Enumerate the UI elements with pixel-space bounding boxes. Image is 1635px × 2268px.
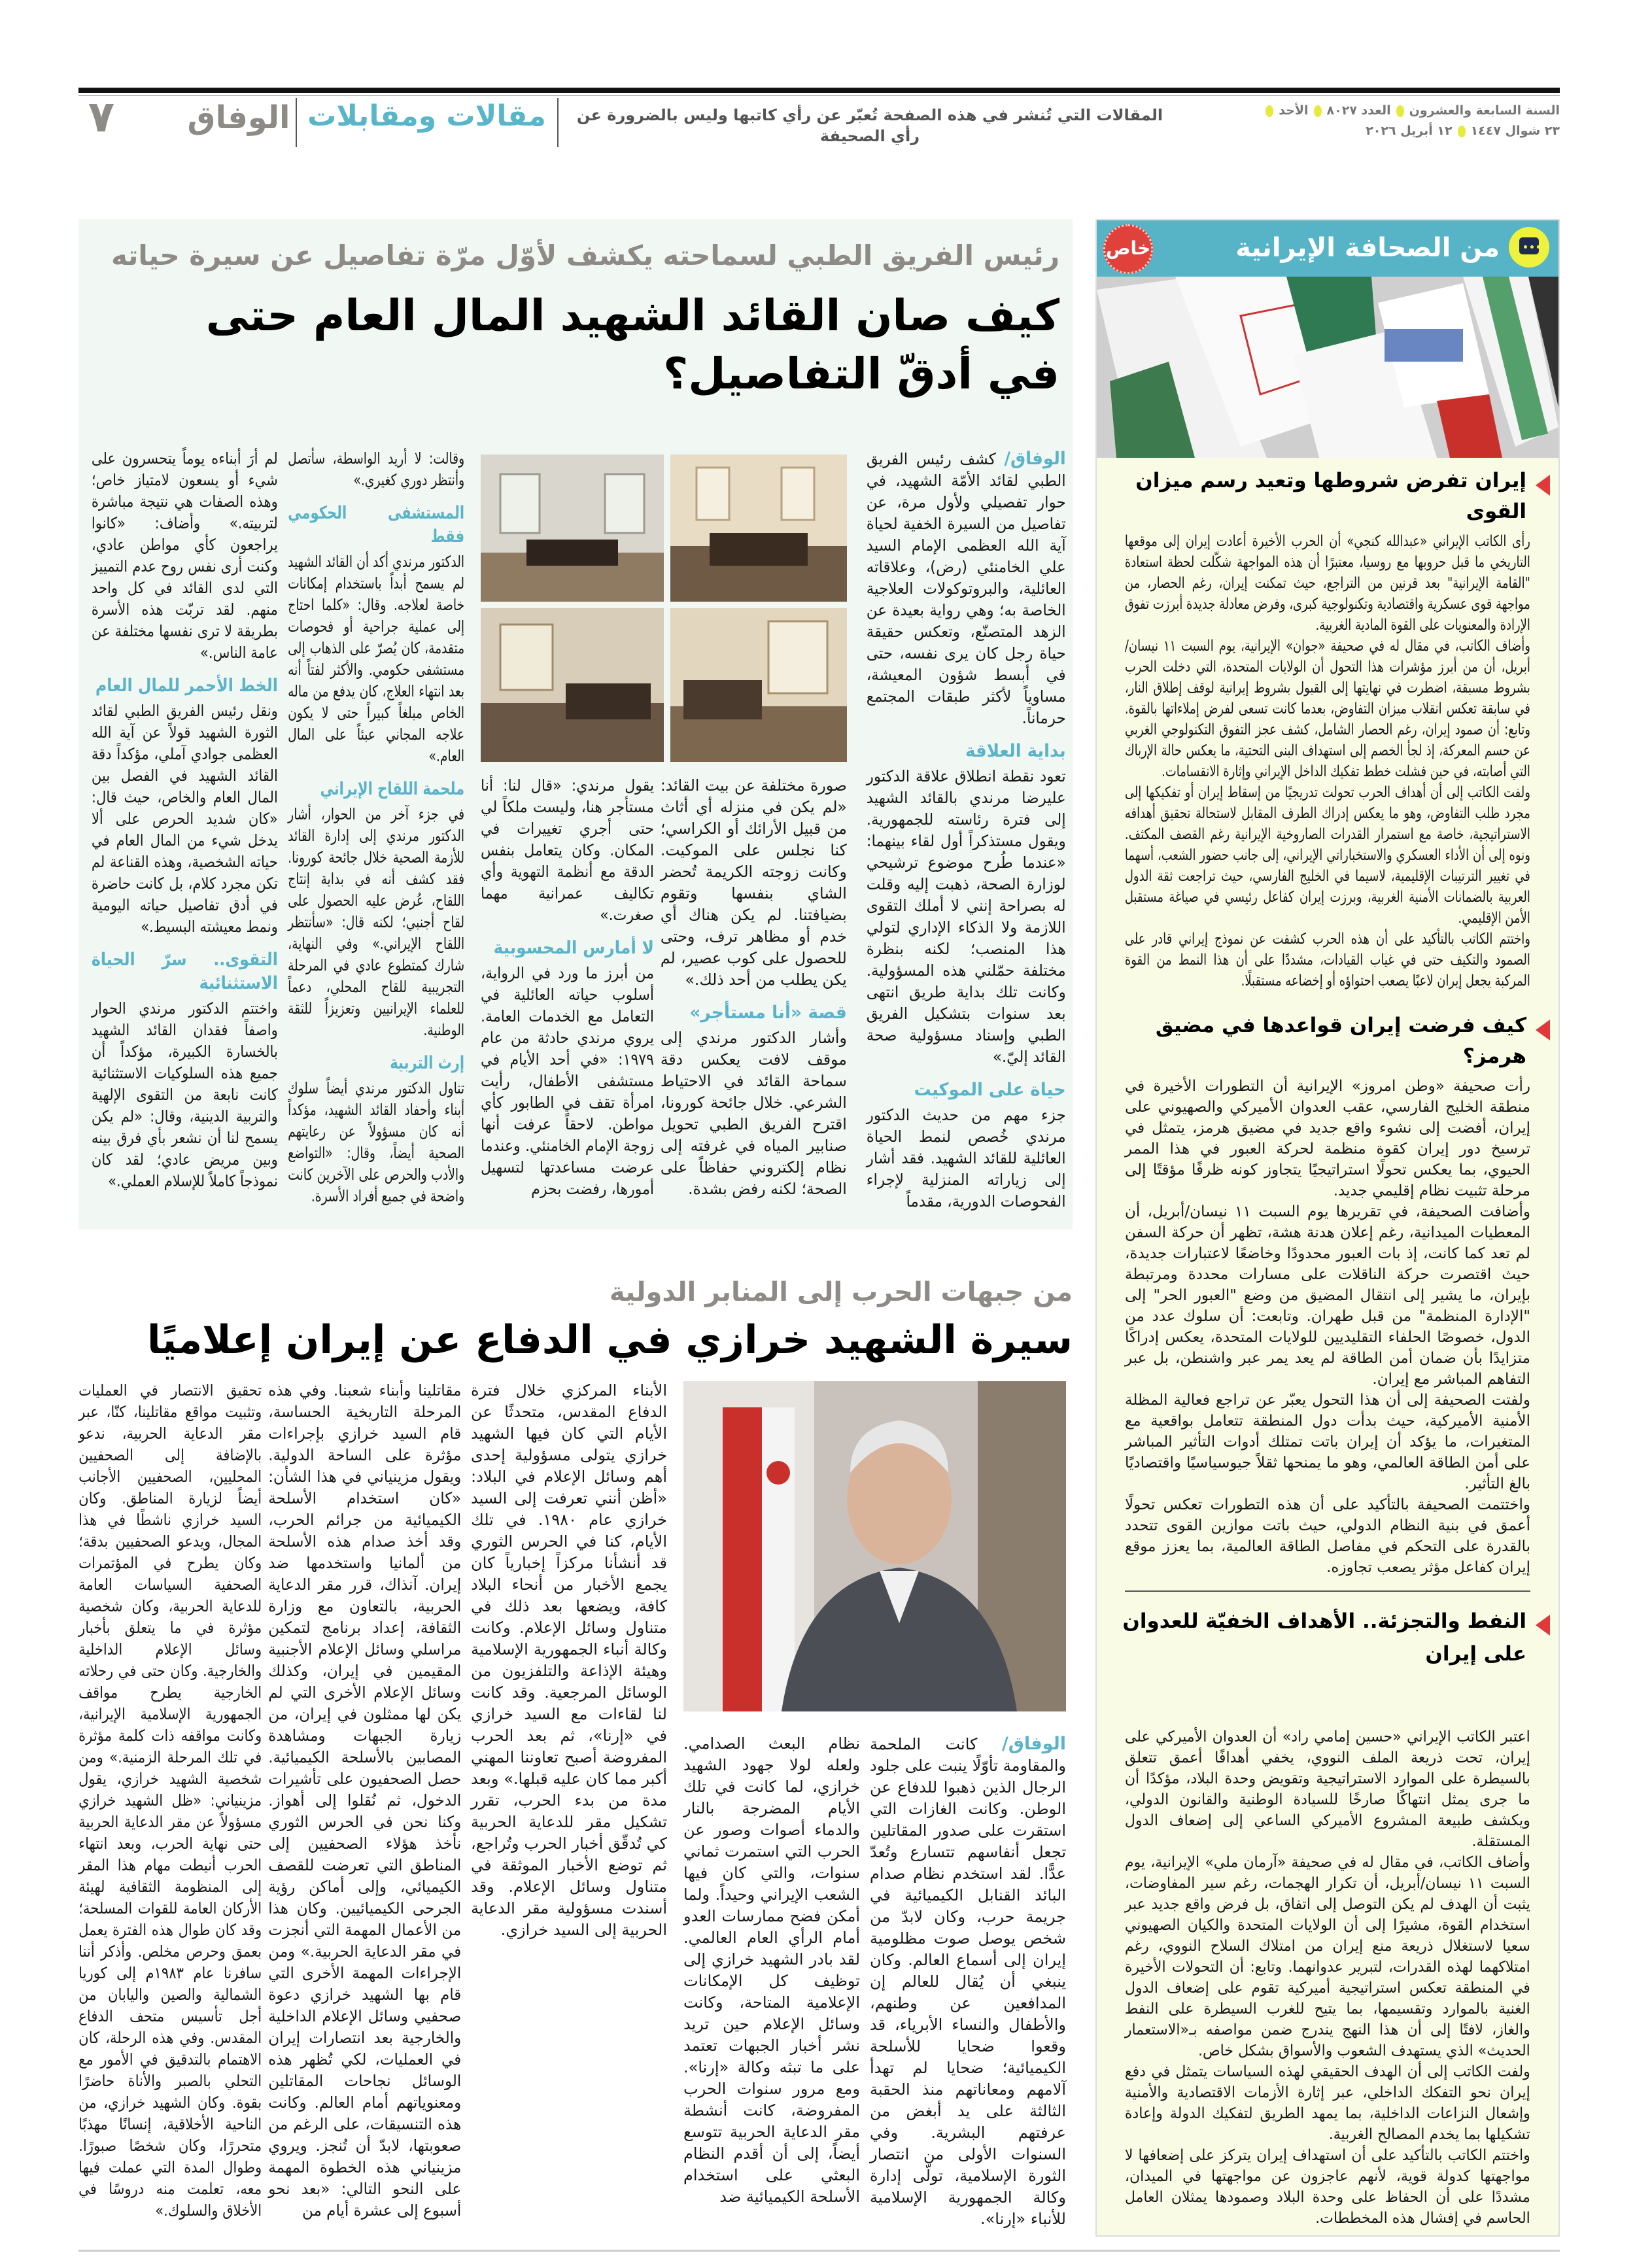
subheading <box>288 778 464 801</box>
story-headline-row <box>1112 1010 1550 1071</box>
source-label: الوفاق/ <box>1004 449 1066 469</box>
article-title-line: كيف صان القائد الشهيد المال العام حتى <box>205 290 1059 341</box>
paragraph: رأت صحيفة «وطن امروز» الإيرانية أن التطورات الأخيرة في منطقة الخليج الفارسي، عقب العدوان الأميركي والصهيوني على إيران، أفضت إلى نشوء واقع جديد في مضيق هرمز، يتمثل في ترسيخ دور إيران كقوة منظمة لحركة العبور في هذا الممر الحيوي، بما يعكس تحولًا استراتيجيًا يتجاوز كونه ظرفًا مؤقتًا إلى مرحلة تثبيت نظام إقليمي جديد. <box>1125 1078 1530 1199</box>
text: لا أمارس المحسوبية <box>493 938 654 958</box>
red-triangle-icon <box>1536 475 1550 496</box>
paragraph <box>288 804 464 1041</box>
issue-info <box>1194 102 1560 140</box>
subheading <box>867 740 1066 763</box>
paragraph <box>288 448 464 491</box>
paragraph <box>481 963 654 1200</box>
text: جزء مهم من حديث الدكتور مرندي خُصص لنمط الحياة العائلية للقائد الشهيد. فقد أشار إلى زياراته المنزلية لإجراء الفحوصات الدورية، مقدماً <box>867 1106 1066 1211</box>
text: وقالت: لا أريد الواسطة، سأتصل وأنتظر دوري كغيري.» <box>288 449 464 489</box>
column-text <box>471 1380 667 1944</box>
disclaimer: المقالات التي تُنشر في هذه الصفحة تُعبّر عن رأي كاتبها وليس بالضرورة عن رأي الصحيفة <box>576 106 1163 145</box>
red-triangle-icon <box>1536 1615 1550 1636</box>
text: من أبرز ما ورد في الرواية، أسلوب حياته العائلية في التعامل مع الخدمات العامة. يروي مرندي حادثة من عام ١٩٧٩: «في أحد الأيام في مستشفى الأطفال، رأيت امرأة تقف في الطابور كأي مواطن. لاحقاً عرفت أنها زوجة الإمام الخامنئي. وعندما عرضت مساعدتها لتسهيل أمورها، رفضت بحزم <box>481 964 654 1198</box>
text: الخط الأحمر للمال العام <box>95 676 278 696</box>
text: الأبناء المركزي خلال فترة الدفاع المقدس، متحدثًا عن الأيام التي كان فيها الشهيد خرازي يتولى مسؤولية إحدى أهم وسائل الإعلام في البلاد: «أظن أنني تعرفت إلى السيد خرازي عام ١٩٨٠. في تلك الأيام، كنا في الحرس الثوري قد أنشأنا مركزاً إخبارياً كان يجمع الأخبار من أنحاء البلاد كافة، ويضعها بعد ذلك في متناول وسائل الإعلام. وكانت وكالة أنباء الجمهورية الإسلامية وهيئة الإذاعة والتلفزيون من الوسائل المرجعية. وقد كانت لنا لقاءات مع السيد خرازي في «إرنا»، ثم بعد الحرب المفروضة أصبح تعاوننا المهني أكبر مما كان عليه قبلها.» وبعد مدة من بدء الحرب، تقرر تشكيل مقر للدعاية الحربية كي تُدقّق أخبار الحرب وتُراجع، ثم توضع الأخبار الموثقة في متناول وسائل الإعلام. وقد أسندت مسؤولية مقر الدعاية الحربية إلى السيد خرازي. <box>471 1381 667 1939</box>
paragraph: وأضافت الصحيفة، في تقريرها يوم السبت ١١ نيسان/أبريل، أن المعطيات الميدانية، رغم إعلان هدنة هشة، تظهر أن حركة السفن لم تعد كما كانت، إذ بات العبور محدودًا وخاضعًا لاعتبارات جديدة، حيث اقتصرت حركة الناقلات على مسارات محددة ومرتبطة بإيران، ما يشير إلى انتقال المضيق من وضع "العبور الحر" إلى "الإدارة المنظمة" من قبل طهران. وتابعت: أن سلوك عدد من الدول، خصوصًا الحلفاء التقليديين للولايات المتحدة، يعكس إدراكًا متزايدًا بأن ضمان أمن الطاقة لم يعد يمر عبر واشنطن، بل عبر التفاهم المباشر مع إيران. <box>1125 1203 1530 1388</box>
text: بداية العلاقة <box>965 741 1066 761</box>
text: لم أرَ أبناءه يوماً يتحسرون على شيء أو يسعون لامتياز خاص؛ وهذه الصفات هي نتيجة مباشرة لتربيته.» وأضاف: «كانوا يراجعون كأي مواطن عادي، وكنت أرى نفس روح عدم التمييز التي لدى القائد في كل واحد منهم. لقد تربّت هذه الأسرة بطريقة لا ترى نفسها مختلفة عن عامة الناس.» <box>92 449 278 662</box>
text: تعود نقطة انطلاق علاقة الدكتور عليرضا مرندي بالقائد الشهيد إلى فترة رئاسته للجمهورية. ويقول مستذكراً أول لقاء بينهما: «عندما طُرح موضوع ترشيحي لوزارة الصحة، ذهبت إليه وقلت له بصراحة إنني لا أملك التقوى اللازمة ولا الذكاء الإداري لتولي هذا المنصب؛ لكنه بنظرة مختلفة حمّلني هذه المسؤولية. وكانت تلك بداية طريق انتهى بعد سنوات بتشكيل الفريق الطبي وإسناد مسؤولية صحة القائد إليّ.» <box>867 767 1066 1066</box>
header-divider <box>296 98 297 147</box>
separator-dot <box>1265 105 1273 117</box>
story-headline[interactable]: النفط والتجزئة.. الأهداف الخفيّة للعدوان على إيران <box>1122 1609 1526 1666</box>
paragraph <box>471 1380 667 1941</box>
paragraph: واختتم الكاتب بالتأكيد على أن هذه الحرب كشفت عن نموذج إيراني قادر على الصمود والتكيف حتى في غياب القيادات، مشددًا على أن هذا النمط من القوة المركبة يجعل إيران لاعبًا يصعب احتواؤه أو إخضاعه مستقبلًا. <box>1125 931 1530 989</box>
paragraph: واختتم الكاتب بالتأكيد على أن استهداف إيران يتركز على إضعافها لا مواجهتها كدولة قوية، لأنهم عاجزون عن مواجهتها في الميدان، مشددًا على أن الحفاظ على وحدة البلاد وصمودها يمثلان العامل الحاسم في إفشال هذه المخططات. <box>1125 2147 1530 2227</box>
text: في جزء آخر من الحوار، أشار الدكتور مرندي إلى إدارة القائد للأزمة الصحية خلال جائحة كورونا. فقد كشف أنه في بداية إنتاج اللقاح، عُرض عليه الحصول على لقاح أجنبي؛ لكنه قال: «سأنتظر اللقاح الإيراني.» وفي النهاية، شارك كمتطوع عادي في المرحلة التجريبية للقاح المحلي، دعماً للعلماء الإيرانيين وتعزيزاً للثقة الوطنية. <box>288 805 464 1039</box>
paragraph <box>867 766 1066 1068</box>
paragraph: اعتبر الكاتب الإيراني «حسين إمامي راد» أن العدوان الأميركي على إيران، تحت ذريعة الملف النووي، يخفي أهدافًا أعمق تتعلق بالسيطرة على الموارد الاستراتيجية وتقويض وحدة البلاد، مؤكدًا أن ما جرى يمثل انتهاكًا صارخًا للسيادة الوطنية والقانون الدولي، ويكشف طبيعة المشروع الأميركي الساعي إلى إضعاف الدول المستقلة. <box>1125 1728 1530 1850</box>
newspapers-photo <box>1097 277 1558 458</box>
paragraph <box>661 775 847 991</box>
text: حياة على الموكيت <box>914 1080 1066 1100</box>
column-text <box>1125 1727 1530 2229</box>
paragraph <box>92 700 278 938</box>
photo-room <box>670 608 847 762</box>
story-divider <box>1125 1590 1530 1592</box>
source-label: الوفاق/ <box>1001 1734 1066 1754</box>
paragraph: رأى الكاتب الإيراني «عبدالله كنجي» أن الحرب الأخيرة أعادت إيران إلى موقعها التاريخي ما قبل حروبها مع روسيا، معتبرًا أن هذه المواجهة شكّلت لحظة استعادة "القامة الإيرانية" بعد قرنين من التراجع، حيث تمكنت إيران، رغم الحصار، من مواجهة قوى عسكرية واقتصادية وتكنولوجية كبرى، وفرض معادلة جديدة أبرزت تفوق الإرادة والمعنويات على القوة المادية الغربية. <box>1125 533 1530 634</box>
text: التقوى.. سرّ الحياة الاستثنائية <box>92 950 278 993</box>
masthead-rule <box>78 88 1560 93</box>
paragraph <box>683 1733 860 2208</box>
text: مقاتلينا وأبناء شعبنا. وفي هذه المرحلة التاريخية الحساسة، قام السيد خرازي بإجراءات مؤثرة على الساحة الدولية. ويقول مزينياني في هذا الشأن: «كان استخدام الأسلحة الكيميائية من جرائم الحرب، وقد أخذ صدام هذه الأسلحة من ألمانيا واستخدمها ضد إيران. آنذاك، قرر مقر الدعاية الحربية، بالتعاون مع وزارة الثقافة، إعداد برنامج لتمكين مراسلي وسائل الإعلام الأجنبية المقيمين في إيران، وكذلك وسائل الإعلام الأخرى التي لم يكن لها ممثلون في إيران، من زيارة الجبهات ومشاهدة المصابين بالأسلحة الكيميائية. حصل الصحفيون على تأشيرات الدخول، ثم نُقلوا إلى أهواز. وكنا نحن في الحرس الثوري نأخذ هؤلاء الصحفيين إلى المناطق التي تعرضت للقصف الكيميائي، وإلى أماكن رؤية الجرحى الكيميائيين. وكان هذا من الأعمال المهمة التي أنجزت في مقر الدعاية الحربية.» ومن الإجراءات المهمة الأخرى التي قام بها الشهيد خرازي دعوة صحفيي وسائل الإعلام الداخلية والخارجية بعد انتصارات إيران في العمليات، لكي تُظهر هذه الوسائل نجاحات المقاتلين ومعنوياتهم أمام العالم. وكانت هذه التنسيقات، على الرغم من صعوبتها، لابدّ أن تُنجز. ويروي مزينياني هذه الخطوة المهمة على النحو التالي: «بعد نحو أسبوع إلى عشرة أيام من <box>268 1381 461 2220</box>
column-text <box>92 448 278 1195</box>
paragraph <box>78 1380 262 2222</box>
subheading <box>481 936 654 960</box>
paragraph <box>288 551 464 767</box>
exclusive-badge: خاص <box>1103 224 1153 274</box>
paragraph: ولفت الكاتب إلى أن أهداف الحرب تحولت تدريجيًا من إسقاط إيران أو تفكيكها إلى مجرد طلب التفاوض، وهو ما يعكس إدراك الطرف المقابل لاستحالة تحقيق أهدافه الاستراتيجية، خاصة مع استمرار القدرات الصاروخية الإيرانية رغم القصف المكثف. ونوه إلى أن الأداء العسكري والاستخباراتي الإيراني، إلى جانب حضور الشعب، أسهما في تغيير الترتيبات الإقليمية، لاسيما في الخليج الفارسي، حيث تراجعت ثقة الدول العربية بالضمانات الأمنية الغربية، وبرزت إيران كفاعل رئيسي في صياغة مستقبل الأمن الإقليمي. <box>1125 784 1530 927</box>
subheading <box>288 502 464 549</box>
column-text <box>661 775 847 1203</box>
paragraph <box>268 1380 461 2222</box>
text: وأشار الدكتور مرندي إلى موقف لافت يعكس دقة سماحة القائد في الاحتياط الشرعي. خلال جائحة كورونا، اقترح الفريق الطبي تحويل صنابير المياه في غرفته إلى نظام إلكتروني حفاظاً على الصحة؛ لكنه رفض بشدة. <box>661 1029 847 1198</box>
paragraph: وأضاف الكاتب، في مقال له في صحيفة «جوان» الإيرانية، يوم السبت ١١ نيسان/أبريل، أن من أبرز مؤشرات هذا التحول أن الولايات المتحدة، التي دخلت الحرب بشروط مسبقة، اضطرت في نهايتها إلى القبول بشروط إيرانية لوقف إطلاق النار، في سابقة تعكس انقلاب ميزان التفاوض، بعدما كانت تسعى لفرض إملاءاتها بالقوة. وتابع: أن صمود إيران، رغم الحصار الشامل، كشف عجز التفوق التكنولوجي الغربي عن حسم المعركة، إذ لجأ الخصم إلى استهداف البنى التحتية، ما يعكس حالة الإرباك التي أصابته، في حين فشلت خطط تفكيك الداخل الإيراني وإثارة الانقسامات. <box>1125 638 1530 780</box>
text: تحقيق الانتصار في العمليات وتثبيت مواقع مقاتلينا، كنّا، عبر مقر الدعاية الحربية، ندعو بالإضافة إلى الصحفيين المحليين، الصحفيين الأجانب أيضاً لزيارة المناطق. وكان السيد خرازي ناشطًا في هذا المجال، ويدعو الصحفيين بدقة؛ وكان يطرح في المؤتمرات الصحفية السياسات العامة للدعاية الحربية، وكان شخصية مؤثرة في ما يتعلق بأخبار وسائل الإعلام الداخلية والخارجية. وكان حتى في رحلاته الخارجية يطرح مواقف الجمهورية الإسلامية الإيرانية، وكانت مواقفه ذات كلمة مؤثرة في تلك المرحلة الزمنية.» ومن شخصية الشهيد خرازي، يقول مزينياني: «ظل الشهيد خرازي مسؤولاً عن مقر الدعاية الحربية حتى نهاية الحرب، وبعد انتهاء الحرب أنيطت مهام هذا المقر إلى المنظومة الثقافية لهيئة الأركان العامة للقوات المسلحة؛ وقد كان طوال هذه الفترة يعمل بعمق وحرص مخلص. وأذكر أننا سافرنا عام ١٩٨٣م إلى كوريا الشمالية والصين واليابان من أجل تأسيس متحف الدفاع المقدس. وفي هذه الرحلة، كان الاهتمام بالتدقيق في الأمور مع التحلي بالصبر والأناة حاضرًا بقوة. وكان الشهيد خرازي، من الناحية الأخلاقية، إنسانًا مهذبًا متحررًا، وكان شخصًا صبورًا. وطوال المدة التي عملت فيها معه، تعلمت منه دروسًا في الأخلاق والسلوك.» <box>78 1381 262 2220</box>
paragraph <box>288 1078 464 1207</box>
separator-dot <box>1314 105 1322 117</box>
header-divider <box>557 98 559 147</box>
paragraph <box>870 1733 1066 2230</box>
separator-dot <box>1396 105 1404 117</box>
article2-title: سيرة الشهيد خرازي في الدفاع عن إيران إعلاميًا <box>146 1317 1073 1363</box>
column-text <box>683 1733 860 2210</box>
column-text <box>268 1380 461 2224</box>
paragraph: وأضاف الكاتب، في مقال له في صحيفة «آرمان ملي» الإيرانية، يوم السبت ١١ نيسان/أبريل، أن تكرار الهجمات، رغم سير المفاوضات، يثبت أن الهدف لم يكن التوصل إلى اتفاق، بل فرض واقع جديد عبر استخدام القوة، مشيرًا إلى أن الولايات المتحدة والكيان الصهيوني سعيا لاستغلال ذريعة منع إيران من امتلاك السلاح النووي، رغم امتلاكهما لهذه القدرات، لتبرير عدوانهما. وتابع: أن التحولات الأخيرة في المنطقة تعكس استراتيجية أميركية تقوم على إضعاف الدول الغنية بالموارد وتقسيمها، بما يتيح للغرب السيطرة على النفط والغاز، لافتًا إلى أن هذا النهج يندرج ضمن مواصفه بـ«الاستعمار الحديث» الذي يستهدف الشعوب والأسواق بشكل خاص. <box>1125 1854 1530 2059</box>
separator-dot <box>1458 126 1466 137</box>
article-title-line: في أدقّ التفاصيل؟ <box>663 349 1059 399</box>
issue-number: العدد ٨٠٢٧ <box>1326 103 1391 118</box>
text: قصة «أنا مستأجر» <box>689 1003 847 1023</box>
article-kicker: رئيس الفريق الطبي لسماحته يكشف لأوّل مرّة تفاصيل عن سيرة حياته <box>111 239 1059 271</box>
subheading <box>867 1078 1066 1102</box>
text: ونقل رئيس الفريق الطبي لقائد الثورة الشهيد قولاً عن آية الله العظمى جوادي آملي، مؤكداً دقة القائد الشهيد في الفصل بين المال العام والخاص، حيث قال: «كان شديد الحرص على ألا يدخل شيء من المال العام في حياته الشخصية، وهذه القناعة لم تكن مجرد كلام، بل كانت حاضرة في أدق تفاصيل حياته اليومية ونمط معيشته البسيط.» <box>92 702 278 936</box>
paragraph <box>92 448 278 664</box>
sidebar-title: من الصحافة الإيرانية <box>1235 233 1500 263</box>
footer-rule <box>78 2250 1560 2252</box>
column-text <box>1125 1076 1530 1578</box>
masthead-rule-thin <box>78 95 1560 96</box>
text: المستشفى الحكومي فقط <box>288 503 464 547</box>
text: واختتم الدكتور مرندي الحوار واصفاً فقدان القائد الشهيد بالخسارة الكبيرة، مؤكداً أن جميع هذه السلوكيات الاستثنائية كانت نابعة من التقوى الإلهية والتربية الدينية، وقال: «لم يكن يسمح لنا أن نشعر بأي فرق بينه وبين مريض عادي؛ لقد كان نموذجاً كاملاً للإسلام العملي.» <box>92 999 278 1190</box>
subheading <box>661 1001 847 1025</box>
story-headline[interactable]: كيف فرضت إيران قواعدها في مضيق هرمز؟ <box>1155 1014 1526 1068</box>
paragraph: ولفتت الصحيفة إلى أن هذا التحول يعبّر عن تراجع فعالية المظلة الأمنية الأميركية، حيث بدأت دول المنطقة تتعامل بواقعية مع المتغيرات، ما يؤكد أن إيران باتت تمتلك أدوات التأثير المباشر على أمن الطاقة العالمي، وهو ما يمنحها ثقلاً جيوسياسيًا واقتصاديًا بالغ التأثير. <box>1125 1392 1530 1492</box>
subheading <box>288 1052 464 1075</box>
story-headline-row <box>1112 1606 1550 1670</box>
text: صورة مختلفة عن بيت القائد: «لم يكن في منزله أي أثاث من قبيل الأرائك أو الكراسي؛ كنا نجلس على الموكيت. وكانت زوجته الكريمة تُحضر الشاي بنفسها وتقوم بضيافتنا. لم يكن هناك أي خدم أو مظاهر ترف، وحتى للحصول على كوب عصير، لم يكن يطلب من أحد ذلك.» <box>661 776 847 989</box>
photo-room <box>481 608 664 762</box>
text: كشف رئيس الفريق الطبي لقائد الأمّة الشهيد، في حوار تفصيلي ولأول مرة، عن تفاصيل من السيرة الخفية لحياة آية الله العظمى الإمام السيد علي الخامنئي (رض)، وعلاقاته العائلية، والبروتوكولات العلاجية الخاصة به؛ وهي رواية بعيدة عن الزهد المتصنّع، وتعكس حقيقة حياة رجل كان يرى نفسه، حتى في أبسط شؤون المعيشة، مساوياً لأكثر طبقات المجتمع حرماناً. <box>867 450 1066 727</box>
column-text <box>78 1380 262 2224</box>
column-text <box>288 448 464 1210</box>
story-headline-row <box>1112 466 1550 526</box>
section-title: مقالات ومقابلات <box>307 99 546 133</box>
issue-gregorian-date: ١٢ أبريل ٢٠٢٦ <box>1366 124 1453 138</box>
paragraph <box>867 448 1066 729</box>
issue-weekday: الأحد <box>1279 103 1309 118</box>
sidebar-header <box>1097 220 1558 277</box>
text: كانت الملحمة والمقاومة تأوّلًا ينبت على جلود الرجال الذين ذهبوا للدفاع عن الوطن. وكانت الغازات التي استقرت على صدور المقاتلين تجعل أنفاسهم تتسارع وتُعدّ عدًّا. لقد استخدم نظام صدام البائد القنابل الكيميائية في جريمة حرب، وكان لابدّ من شخص يوصل صوت مظلومية إيران إلى أسماع العالم. وكان ينبغي أن يُقال للعالم إن المدافعين عن وطنهم، والأطفال والنساء الأبرياء، قد وقعوا ضحايا للأسلحة الكيميائية؛ ضحايا لم تهدأ آلامهم ومعاناتهم منذ الحقبة الثالثة على يد أبغض من عرفتهم البشرية. وفي السنوات الأولى من انتصار الثورة الإسلامية، تولّى إدارة وكالة الجمهورية الإسلامية للأنباء «إرنا». <box>870 1735 1066 2228</box>
paragraph <box>481 775 654 926</box>
photo-room <box>481 455 664 602</box>
issue-year: السنة السابعة والعشرون <box>1409 103 1560 118</box>
newspaper-logo: الوفاق <box>187 99 290 136</box>
text: تناول الدكتور مرندي أيضاً سلوك أبناء وأحفاد القائد الشهيد، مؤكداً أنه كان مسؤولاً عن رعايتهم الصحية أيضاً، وقال: «التواضع والأدب والحرص على الآخرين كانت واضحة في جميع أفراد الأسرة. <box>288 1079 464 1205</box>
story-headline[interactable]: إيران تفرض شروطها وتعيد رسم ميزان القوى <box>1135 469 1526 523</box>
text: يقول مرندي: «قال لنا: أنا مستأجر هنا، وليست ملكاً لي حتى أجري تغييرات في المكان. وكان يتعامل بنفس الدقة مع أنظمة التهوية وأي تكاليف عمرانية مهما صغرت.» <box>481 776 654 924</box>
text: ملحمة اللقاح الإيراني <box>320 779 464 799</box>
subheading <box>92 674 278 698</box>
chat-bubble-icon: ••• <box>1509 227 1549 267</box>
article-title <box>85 286 1059 403</box>
page-number: ٧ <box>88 92 114 142</box>
article2-kicker: من جبهات الحرب إلى المنابر الدولية <box>609 1277 1073 1307</box>
column-text <box>481 775 654 1203</box>
text: نظام البعث الصدامي. ولعله لولا جهود الشهيد خرازي، لما كانت في تلك الأيام المضرجة بالنار والدماء أصوات وصور عن الحرب التي استمرت ثماني سنوات، والتي كان فيها الشعب الإيراني وحيداً. ولما أمكن فضح ممارسات العدو أمام الرأي العام العالمي. لقد بادر الشهيد خرازي إلى توظيف كل الإمكانات الإعلامية المتاحة، وكانت وسائل الإعلام حين تريد نشر أخبار الجبهات تعتمد على ما تبثه وكالة «إرنا». ومع مرور سنوات الحرب المفروضة، كانت أنشطة مقر الدعاية الحربية تتوسع أيضاً، إلى أن أقدم النظام البعثي على استخدام الأسلحة الكيميائية ضد <box>683 1734 860 2206</box>
column-text <box>867 448 1066 1215</box>
paragraph <box>92 998 278 1192</box>
paragraph <box>867 1105 1066 1212</box>
portrait-photo <box>683 1381 1066 1711</box>
paragraph <box>661 1027 847 1200</box>
text: الدكتور مرندي أكد أن القائد الشهيد لم يسمح أبداً باستخدام إمكانات خاصة لعلاجه. وقال: «كلما احتاج إلى عملية جراحية أو فحوصات متقدمة، كان يُصرّ على الذهاب إلى مستشفى حكومي. والأكثر لفتاً أنه بعد انتهاء العلاج، كان يدفع من ماله الخاص مبلغاً كبيراً حتى لا يكون علاجه المجاني عبئاً على المال العام.» <box>288 553 464 765</box>
paragraph: واختتمت الصحيفة بالتأكيد على أن هذه التطورات تعكس تحولًا أعمق في بنية النظام الدولي، حيث باتت موازين القوى تتحدد بالقدرة على التحكم في مفاصل الطاقة العالمية، بما يعزز موقع إيران كفاعل مؤثر يصعب تجاوزه. <box>1125 1496 1530 1576</box>
text: إرث التربية <box>390 1053 464 1073</box>
photo-room <box>670 455 847 602</box>
issue-hijri-date: ٢٣ شوال ١٤٤٧ <box>1470 124 1560 138</box>
red-triangle-icon <box>1536 1020 1550 1040</box>
column-text <box>1125 531 1530 991</box>
paragraph: ولفت الكاتب إلى أن الهدف الحقيقي لهذه السياسات يتمثل في دفع إيران نحو التفكك الداخلي، عبر إثارة الأزمات الاقتصادية والأمنية وإشعال النزاعات الداخلية، بما يمهد الطريق لتفكيك الدولة وإعادة تشكيلها بما يخدم المصالح الغربية. <box>1125 2063 1530 2143</box>
subheading <box>92 948 278 995</box>
column-text <box>870 1733 1066 2233</box>
